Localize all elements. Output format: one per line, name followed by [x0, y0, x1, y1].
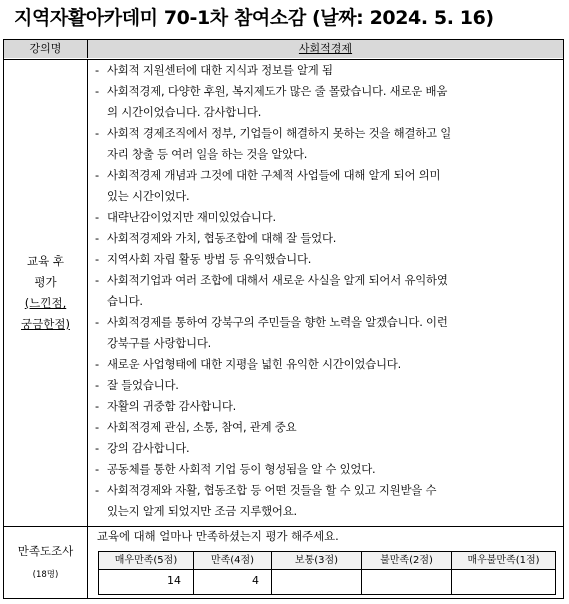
satisfaction-label [4, 527, 88, 598]
evaluation-label-line4: 궁금한점) [21, 317, 70, 331]
page-title: 지역자활아카데미 70-1차 참여소감 (날짜: 2024. 5. 16) [14, 7, 494, 29]
evaluation-label-line1: 교육 후 [27, 254, 64, 268]
evaluation-comments: - 사회적 지원센터에 대한 지식과 정보를 알게 됨 - 사회적경제, 다양한 후원, 복지제도가 많은 줄 몰랐습니다. 새로운 배움 의 시간이었습니다. 감사합니다. - 사회적 경제조직에서 정부, 기업들이 해결하지 못하는 것을 해결하고 일 자리 창출 등 여러 일을 하는 것을 알았다. - 사회적경제 개념과 그것에 대한 구체적 사업들에 대해 알게 되어 의미 있는 시간이었다. - 대략난감이었지만 재미있었습니다. - 사회적경제와 가치, 협동조합에 대해 잘 들었다. - 지역사회 자립 활동 방법 등 유익했습니다. - 사회적기업과 여러 조합에 대해서 새로운 사실을 알게 되어서 유익하였 습니다. - 사회적경제를 통하여 강북구의 주민들을 향한 노력을 알겠습니다. 이런 강북구를 사랑합니다. - 새로운 사업형태에 대한 지평을 넓힌 유익한 시간이었습니다. - 잘 들었습니다. - 자활의 귀중함 감사합니다. - 사회적경제 관심, 소통, 참여, 관계 중요 - 강의 감사합니다. - 공동체를 통한 사회적 기업 등이 형성됨을 알 수 있었다. - 사회적경제와 자활, 협동조합 등 어떤 것들을 할 수 있고 지원받을 수 있는지 알게 되었지만 조금 지루했어요. [95, 63, 452, 518]
rating-header: 매우만족(5점) [99, 552, 194, 570]
rating-header: 매우불만족(1점) [452, 552, 555, 570]
rating-count [272, 570, 362, 594]
rating-header: 불만족(2점) [362, 552, 452, 570]
lecture-name-label: 강의명 [4, 40, 88, 58]
table-header-row [4, 40, 563, 60]
lecture-name-value: 사회적경제 [88, 40, 563, 58]
evaluation-label-line3: (느낀점, [24, 296, 67, 310]
respondent-count: (18명) [32, 570, 59, 580]
satisfaction-section [88, 527, 563, 598]
rating-count: 14 [99, 570, 194, 594]
rating-header: 만족(4점) [194, 552, 272, 570]
feedback-table [3, 39, 564, 599]
satisfaction-label-text: 만족도조사 [17, 544, 74, 558]
evaluation-label-line2: 평가 [34, 275, 57, 289]
evaluation-label [4, 60, 88, 526]
rating-count: 4 [194, 570, 272, 594]
satisfaction-grid [98, 551, 556, 595]
satisfaction-question: 교육에 대해 얼마나 만족하셨는지 평가 해주세요. [97, 529, 339, 543]
rating-count [362, 570, 452, 594]
rating-header: 보통(3점) [272, 552, 362, 570]
rating-count [452, 570, 555, 594]
